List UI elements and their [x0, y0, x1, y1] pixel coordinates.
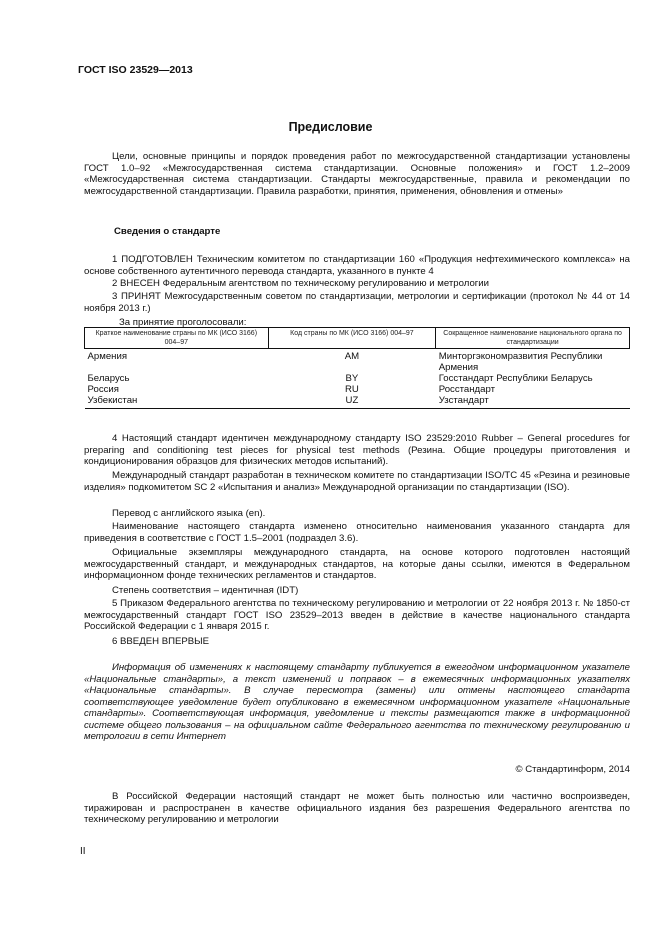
official-copies-paragraph: Официальные экземпляры международного стандарта, на основе которого подготовлен настоящий межгосударственный стандарт, и международных стандартов, на которые даны ссылки, имеются в Федеральном информационном фонде технических регламентов и стандартов. [84, 547, 630, 581]
cell-code: AM [344, 351, 360, 362]
col-header-code: Код страны по МК (ИСО 3166) 004–97 [268, 328, 436, 349]
cell-body: Росстандарт [438, 384, 495, 395]
preface-title: Предисловие [288, 120, 373, 134]
col-header-body: Сокращенное наименование национального органа по стандартизации [436, 328, 630, 349]
table-row [85, 395, 630, 409]
about-item-1: 1 ПОДГОТОВЛЕН Техническим комитетом по стандартизации 160 «Продукция нефтехимического комплекса» на основе собственного аутентичного перевода стандарта, указанного в пункте 4 [84, 254, 630, 277]
votes-caption: За принятие проголосовали: [119, 317, 247, 328]
cell-country: Армения [87, 351, 128, 362]
cell-code: RU [344, 384, 359, 395]
cell-country: Беларусь [87, 373, 130, 384]
item-5: 5 Приказом Федерального агентства по техническому регулированию и метрологии от 22 ноября 2013 г. № 1850-ст межгосударственный стандарт ГОСТ ISO 23529–2013 введен в действие в качестве национального стандарта Российской Федерации с 1 января 2015 г. [84, 598, 630, 632]
col-header-country: Краткое наименование страны по МК (ИСО 3166) 004–97 [85, 328, 269, 349]
votes-table-header [85, 328, 630, 349]
cell-country: Россия [87, 384, 119, 395]
about-item-3: 3 ПРИНЯТ Межгосударственным советом по стандартизации, метрологии и сертификации (протокол № 44 от 14 ноября 2013 г.) [84, 291, 630, 314]
copyright: © Стандартинформ, 2014 [515, 764, 630, 775]
document-code: ГОСТ ISO 23529—2013 [78, 64, 193, 76]
about-heading: Сведения о стандарте [114, 226, 221, 237]
degree-paragraph: Степень соответствия – идентичная (IDT) [112, 585, 299, 596]
cell-body: Минторгэкономразвития Республики Армения [438, 351, 603, 373]
preface-intro: Цели, основные принципы и порядок проведения работ по межгосударственной стандартизации установлены ГОСТ 1.0–92 «Межгосударственная система стандартизации. Основные положения» и ГОСТ 1.2–2009 «Межгосударственная система стандартизации. Стандарты межгосударственные, правила и рекомендации по межгосударственной стандартизации. Правила разработки, принятия, применения, обновления и отмены» [84, 151, 630, 197]
cell-body: Госстандарт Республики Беларусь [438, 373, 593, 384]
developed-paragraph: Международный стандарт разработан в техническом комитете по стандартизации ISO/TC 45 «Резина и резиновые изделия» подкомитетом SC 2 «Испытания и анализ» Международной организации по стандартизации (ISO). [84, 470, 630, 493]
name-change-paragraph: Наименование настоящего стандарта изменено относительно наименования указанного стандарта для приведения в соответствие с ГОСТ 1.5–2001 (подраздел 3.6). [84, 521, 630, 544]
table-row [85, 373, 630, 384]
cell-body: Узстандарт [436, 395, 630, 409]
cell-country: Узбекистан [85, 395, 269, 409]
cell-code: UZ [268, 395, 436, 409]
table-row [85, 384, 630, 395]
item-4: 4 Настоящий стандарт идентичен международному стандарту ISO 23529:2010 Rubber – General procedures for preparing and conditioning test pieces for physical test methods (Резина. Общие процедуры приготовления и кондиционирования образцов для физических методов испытаний). [84, 433, 630, 467]
about-item-2: 2 ВНЕСЕН Федеральным агентством по техническому регулированию и метрологии [112, 278, 490, 289]
votes-table [84, 327, 630, 409]
page-number: II [80, 846, 86, 857]
item-6: 6 ВВЕДЕН ВПЕРВЫЕ [112, 636, 210, 647]
notice-paragraph: Информация об изменениях к настоящему стандарту публикуется в ежегодном информационном указателе «Национальные стандарты», а текст изменений и поправок – в ежемесячных информационных указателях «Национальные стандарты». В случае пересмотра (замены) или отмены настоящего стандарта соответствующее уведомление будет опубликовано в ежемесячном информационном указателе «Национальные стандарты». Соответствующая информация, уведомление и тексты размещаются также в информационной системе общего пользования – на официальном сайте Федерального агентства по техническому регулированию и метрологии в сети Интернет [84, 662, 630, 742]
translation-paragraph: Перевод с английского языка (en). [112, 508, 266, 519]
table-row [85, 349, 630, 374]
cell-code: BY [345, 373, 359, 384]
rights-paragraph: В Российской Федерации настоящий стандарт не может быть полностью или частично воспроизведен, тиражирован и распространен в качестве официального издания без разрешения Федерального агентства по техническому регулированию и метрологии [84, 791, 630, 825]
